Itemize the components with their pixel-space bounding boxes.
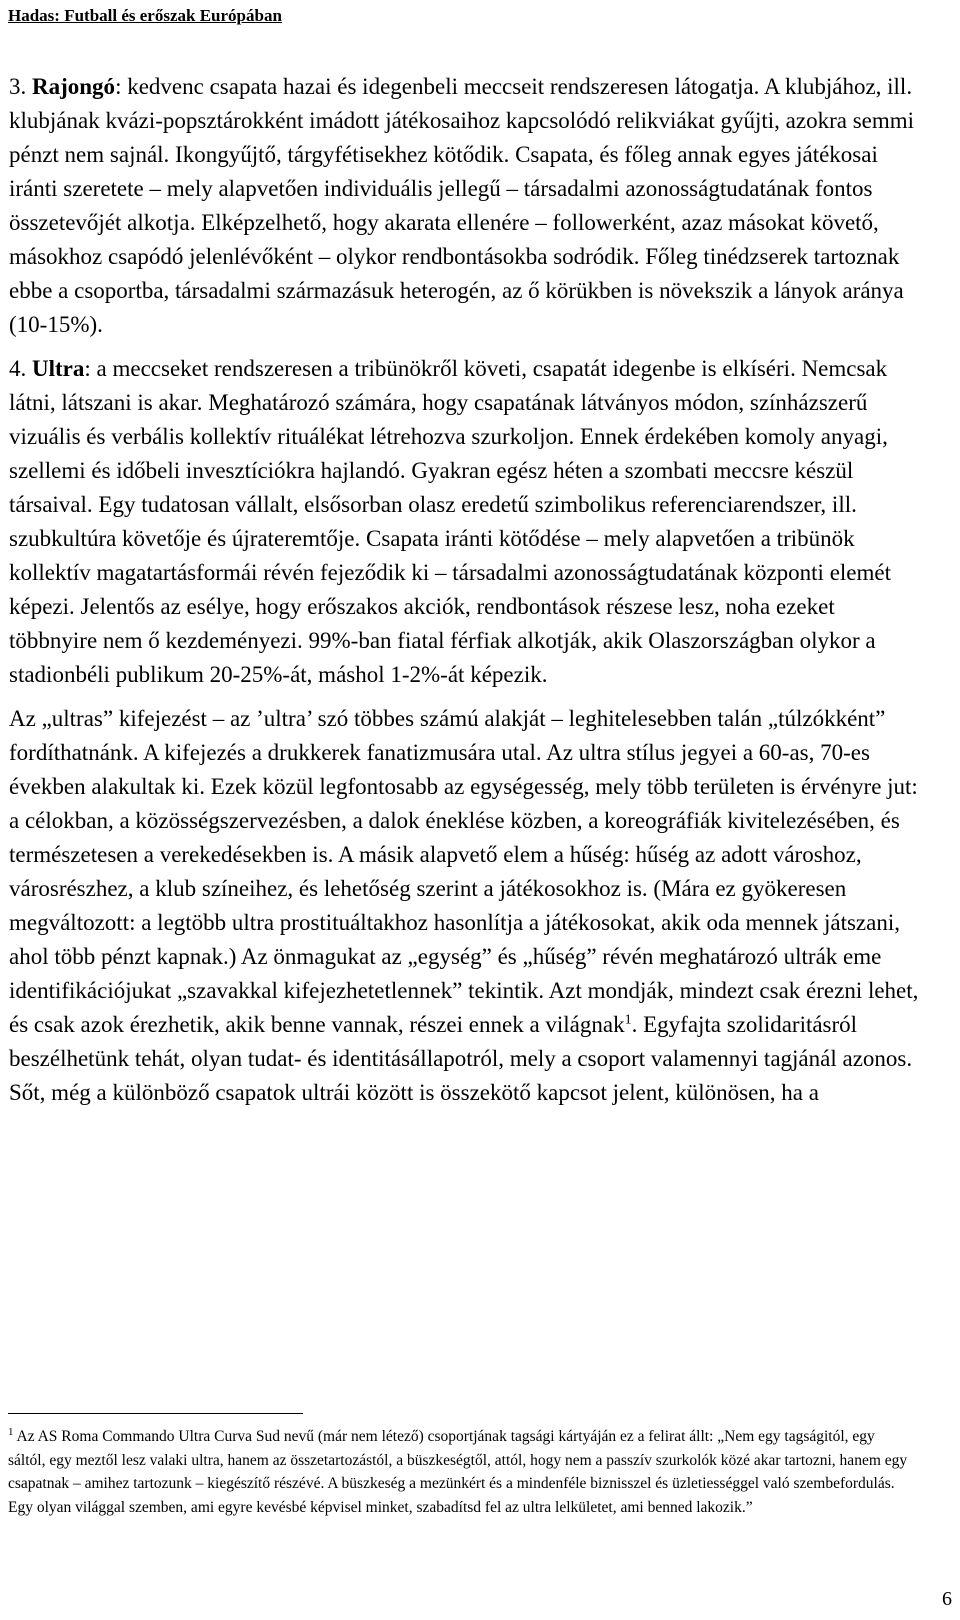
main-text	[9, 70, 919, 1110]
footnote-text: Az AS Roma Commando Ultra Curva Sud nevű (már nem létező) csoportjának tagsági kártyáján ez a felirat állt: „Nem egy tagságitól, egy sáltól, egy meztől lesz valaki ultra, hanem az összetartozástól, a büszkeségtől, attól, hogy nem a passzív szurkolók közé akar tartozni, hanem egy csapatnak – amihez tartozunk – kiegészítő részévé. A büszkeség a mezünkért és a mindenféle biznisszel és üzletiességgel való szembefordulás. Egy olyan világgal szemben, ami egyre kevésbé képvisel minket, szabadítsd fel az ultra lelkületet, ami benned lakozik.”	[8, 1428, 908, 1516]
footnote	[8, 1425, 913, 1519]
page-number: 6	[942, 1588, 952, 1610]
paragraph-rajongo	[9, 70, 919, 342]
term-rajongo: Rajongó	[32, 74, 116, 99]
paragraph-ultra	[9, 352, 919, 692]
footnote-marker: 1	[8, 1425, 14, 1438]
paragraph-text: : a meccseket rendszeresen a tribünökről követi, csapatát idegenbe is elkíséri. Nemcsak látni, látszani is akar. Meghatározó számára, hogy csapatának látványos módon, színházszerű vizuális és verbális kollektív rituálékat létrehozva szurkoljon. Ennek érdekében komoly anyagi, szellemi és időbeli invesztíciókra hajlandó. Gyakran egész héten a szombati meccsre készül társaival. Egy tudatosan vállalt, elsősorban olasz eredetű szimbolikus referenciarendszer, ill. szubkultúra követője és újrateremtője. Csapata iránti kötődése – mely alapvetően a tribünök kollektív magatartásformái révén fejeződik ki – társadalmi azonosságtudatának központi elemét képezi. Jelentős az esélye, hogy erőszakos akciók, rendbontások részese lesz, noha ezeket többnyire nem ő kezdeményezi. 99%-ban fiatal férfiak alkotják, akik Olaszországban olykor a stadionbéli publikum 20-25%-át, máshol 1-2%-át képezik.	[9, 356, 891, 687]
term-ultra: Ultra	[32, 356, 85, 381]
paragraph-text: Az „ultras” kifejezést – az ’ultra’ szó többes számú alakját – leghitelesebben talán „túlzókként” fordíthatnánk. A kifejezés a drukkerek fanatizmusára utal. Az ultra stílus jegyei a 60-as, 70-es években alakultak ki. Ezek közül legfontosabb az egységesség, mely több területen is érvényre jut: a célokban, a közösségszervezésben, a dalok éneklése közben, a koreográfiák kivitelezésében, és természetesen a verekedésekben is. A másik alapvető elem a hűség: hűség az adott városhoz, városrészhez, a klub színeihez, és lehetőség szerint a játékosokhoz is. (Mára ez gyökeresen megváltozott: a legtöbb ultra prostituáltakhoz hasonlítja a játékosokat, akik oda mennek játszani, ahol több pénzt kapnak.) Az önmagukat az „egység” és „hűség” révén meghatározó ultrák eme identifikációjukat „szavakkal kifejezhetetlennek” tekintik. Azt mondják, mindezt csak érezni lehet, és csak azok érezhetik, akik benne vannak, részei ennek a világnak	[9, 706, 919, 1037]
running-header: Hadas: Futball és erőszak Európában	[8, 6, 282, 25]
footnote-divider	[8, 1413, 303, 1414]
item-number: 3.	[9, 74, 32, 99]
paragraph-ultras	[9, 702, 919, 1110]
footnote-reference[interactable]: 1	[624, 1012, 632, 1028]
paragraph-text: : kedvenc csapata hazai és idegenbeli meccseit rendszeresen látogatja. A klubjához, ill. klubjának kvázi-popsztárokként imádott játékosaihoz kapcsolódó relikviákat gyűjti, azokra semmi pénzt nem sajnál. Ikongyűjtő, tárgyfétisekhez kötődik. Csapata, és főleg annak egyes játékosai iránti szeretete – mely alapvetően individuális jellegű – társadalmi azonosságtudatának fontos összetevőjét alkotja. Elképzelhető, hogy akarata ellenére – followerként, azaz másokat követő, másokhoz csapódó jelenlévőként – olykor rendbontásokba sodródik. Főleg tinédzserek tartoznak ebbe a csoportba, társadalmi származásuk heterogén, az ő körükben is növekszik a lányok aránya (10-15%).	[9, 74, 915, 337]
paragraph-text: . Egyfajta szolidaritásról beszélhetünk tehát, olyan tudat- és identitásállapotról, mely a csoport valamennyi tagjánál azonos. Sőt, még a különböző csapatok ultrái között is összekötő kapcsot jelent, különösen, ha a	[9, 1012, 913, 1105]
item-number: 4.	[9, 356, 32, 381]
